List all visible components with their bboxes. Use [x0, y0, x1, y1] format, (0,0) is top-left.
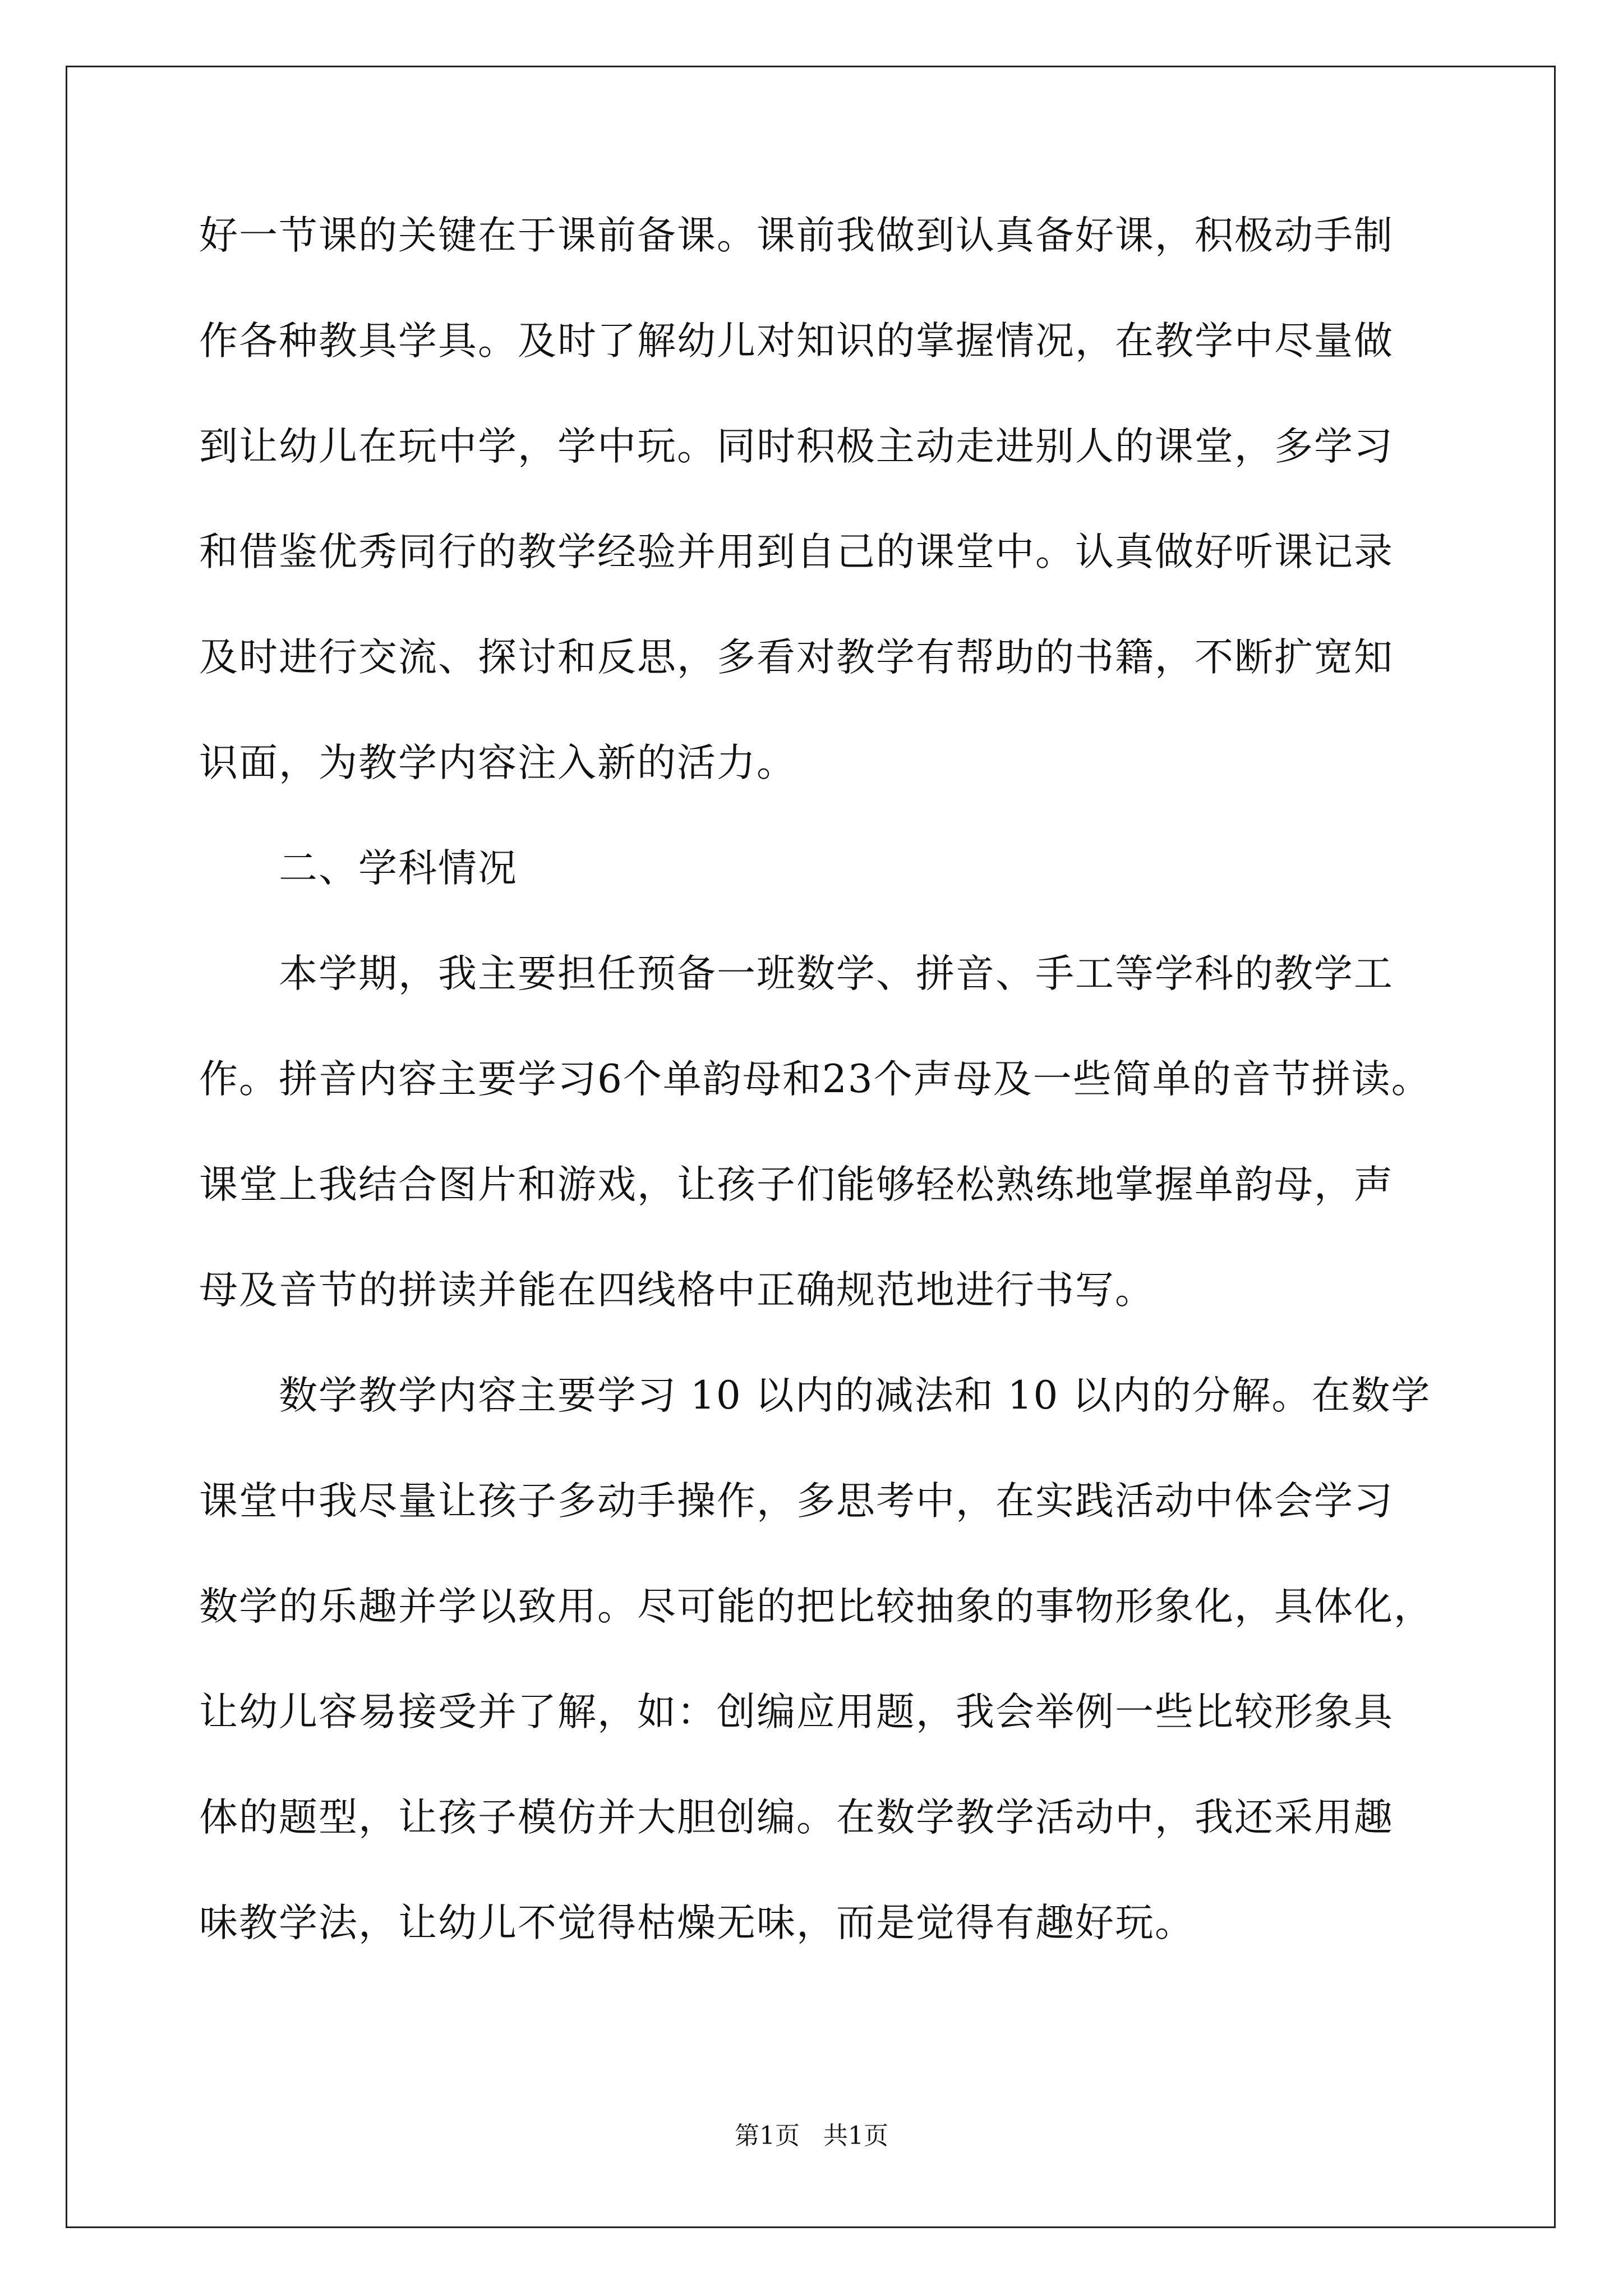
text-line: 数学的乐趣并学以致用。尽可能的把比较抽象的事物形象化，具体化，	[199, 1584, 1433, 1629]
text-line: 作。拼音内容主要学习6个单韵母和23个声母及一些简单的音节拼读。	[199, 1057, 1431, 1102]
text-line: 味教学法，让幼儿不觉得枯燥无味，而是觉得有趣好玩。	[199, 1901, 1195, 1945]
text-line: 好一节课的关键在于课前备课。课前我做到认真备好课，积极动手制	[199, 213, 1394, 258]
text-line: 让幼儿容易接受并了解，如：创编应用题，我会举例一些比较形象具	[199, 1690, 1394, 1734]
text-line: 体的题型，让孩子模仿并大胆创编。在数学教学活动中，我还采用趣	[199, 1795, 1394, 1840]
text-line: 识面，为教学内容注入新的活力。	[199, 740, 796, 785]
section-heading: 二、学科情况	[279, 846, 518, 891]
text-line: 本学期，我主要担任预备一班数学、拼音、手工等学科的教学工	[279, 951, 1394, 996]
page-footer: 第1页 共1页	[735, 2122, 888, 2150]
text-line: 课堂中我尽量让孩子多动手操作，多思考中，在实践活动中体会学习	[199, 1479, 1394, 1524]
text-line: 母及音节的拼读并能在四线格中正确规范地进行书写。	[199, 1268, 1155, 1313]
text-line: 及时进行交流、探讨和反思，多看对教学有帮助的书籍，不断扩宽知	[199, 635, 1394, 680]
text-line: 课堂上我结合图片和游戏，让孩子们能够轻松熟练地掌握单韵母，声	[199, 1162, 1394, 1207]
text-line: 作各种教具学具。及时了解幼儿对知识的掌握情况，在教学中尽量做	[199, 319, 1394, 364]
text-line: 到让幼儿在玩中学，学中玩。同时积极主动走进别人的课堂，多学习	[199, 424, 1394, 469]
text-line: 数学教学内容主要学习 10 以内的减法和 10 以内的分解。在数学	[279, 1373, 1431, 1418]
text-line: 和借鉴优秀同行的教学经验并用到自己的课堂中。认真做好听课记录	[199, 530, 1394, 574]
